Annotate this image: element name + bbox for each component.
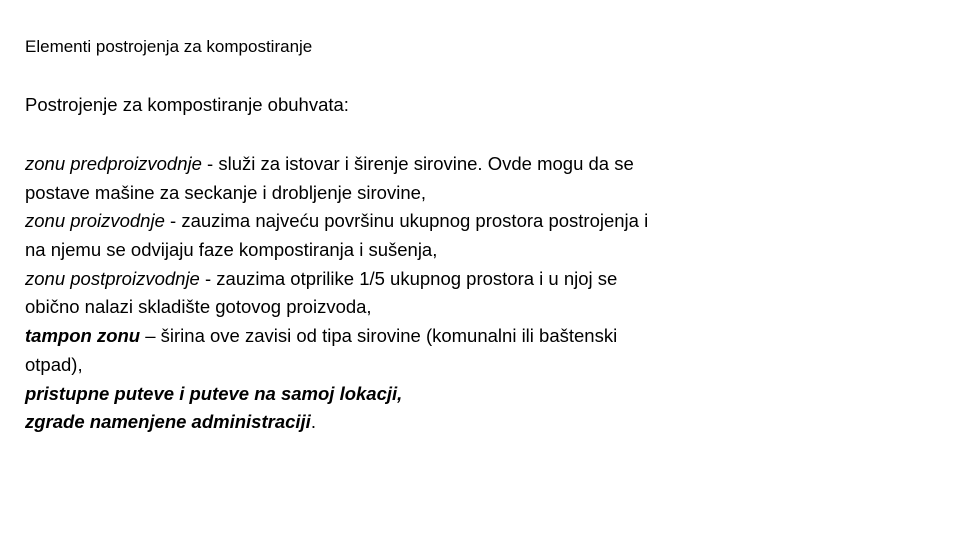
- list-item: [25, 207, 825, 236]
- item-description: - zauzima otprilike 1/5 ukupnog prostora i u njoj se: [199, 267, 618, 289]
- slide-title: Elementi postrojenja za kompostiranje: [25, 37, 313, 56]
- item-term: zgrade namenjene administraciji: [25, 411, 311, 433]
- element-list: [25, 150, 825, 437]
- intro-text: Postrojenje za kompostiranje obuhvata:: [25, 94, 349, 115]
- item-term: tampon zonu: [25, 325, 141, 347]
- item-term: zonu proizvodnje: [25, 210, 165, 232]
- list-item: [25, 150, 825, 179]
- list-item-continuation: postave mašine za seckanje i drobljenje sirovine,: [25, 181, 427, 203]
- item-term: zonu postproizvodnje: [25, 267, 200, 289]
- list-item: [25, 322, 825, 351]
- list-item-continuation: na njemu se odvijaju faze kompostiranja i sušenja,: [25, 239, 438, 261]
- item-description: - zauzima najveću površinu ukupnog prostora postrojenja i: [164, 210, 649, 232]
- item-term: zonu predproizvodnje: [25, 153, 202, 174]
- list-item-continuation: otpad),: [25, 353, 83, 375]
- list-item: [25, 265, 825, 294]
- list-item: [25, 380, 825, 409]
- item-description: - služi za istovar i širenje sirovine. Ovde mogu da se: [201, 153, 634, 174]
- item-tail: .: [310, 411, 316, 433]
- list-item: [25, 408, 825, 437]
- list-item-continuation: obično nalazi skladište gotovog proizvoda,: [25, 296, 372, 318]
- item-description: – širina ove zavisi od tipa sirovine (komunalni ili baštenski: [140, 325, 618, 347]
- item-term: pristupne puteve i puteve na samoj lokacji,: [25, 382, 403, 404]
